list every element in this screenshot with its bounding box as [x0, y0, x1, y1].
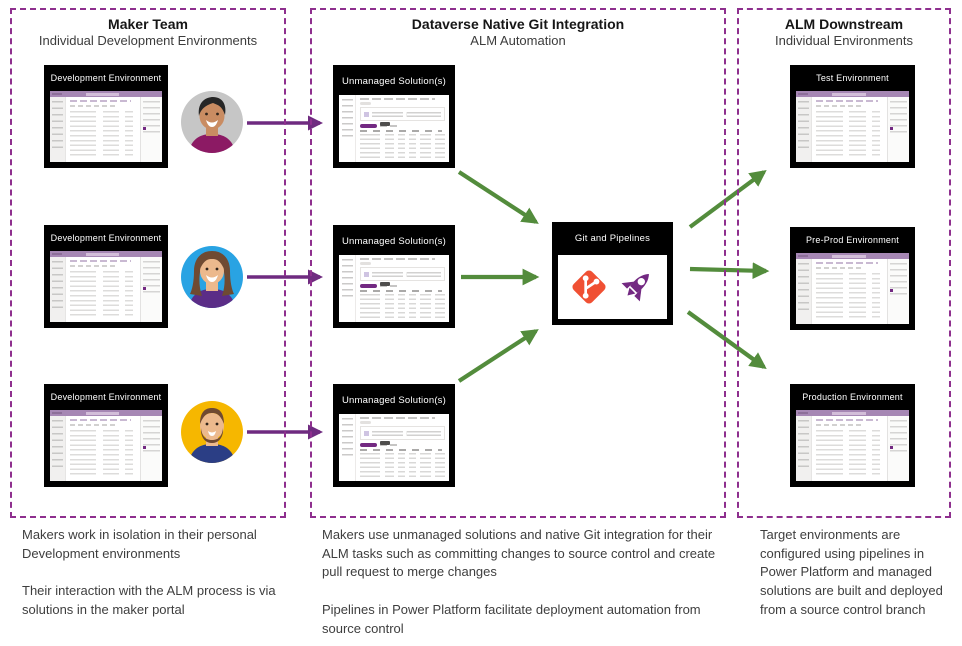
maker-avatar-1 — [180, 90, 244, 154]
maker-portal-thumbnail — [50, 410, 162, 481]
unmanaged-solutions-box-1 — [333, 65, 455, 168]
integration-note-paragraph-1: Makers use unmanaged solutions and native Git integration for their ALM tasks such as committing changes to source control and create pull request to merge changes — [322, 527, 716, 580]
environment-thumbnail — [796, 410, 909, 481]
maker-team-title: Maker Team — [108, 16, 188, 32]
test-environment-box — [790, 65, 915, 168]
alm-downstream-title: ALM Downstream — [784, 16, 904, 32]
thumbnail-primary-button — [360, 124, 377, 128]
maker-avatar-2 — [180, 245, 244, 309]
solutions-page-thumbnail — [339, 414, 449, 481]
thumbnail-properties-pane — [140, 97, 162, 162]
rocket-icon — [616, 267, 656, 307]
development-environment-box-1 — [44, 65, 168, 168]
development-environment-box-2 — [44, 225, 168, 328]
git-icon — [569, 267, 609, 307]
git-integration-subtitle: ALM Automation — [470, 33, 566, 48]
test-environment-label: Test Environment — [816, 73, 889, 83]
production-environment-box — [790, 384, 915, 487]
development-environment-label: Development Environment — [50, 233, 162, 243]
person-icon — [180, 90, 244, 154]
integration-note — [322, 526, 726, 646]
maker-portal-thumbnail — [50, 251, 162, 322]
maker-avatar-3 — [180, 400, 244, 464]
maker-note-paragraph-1: Makers work in isolation in their personal Development environments — [22, 527, 257, 561]
unmanaged-solutions-box-2 — [333, 225, 455, 328]
thumbnail-sidebar — [50, 97, 66, 162]
preprod-environment-box — [790, 227, 915, 330]
preprod-environment-label: Pre-Prod Environment — [805, 235, 900, 245]
maker-team-subtitle: Individual Development Environments — [38, 33, 258, 48]
thumbnail-sidebar — [339, 95, 356, 162]
solutions-page-thumbnail — [339, 255, 449, 322]
person-icon — [180, 245, 244, 309]
person-icon — [180, 400, 244, 464]
maker-note-paragraph-2: Their interaction with the ALM process is via solutions in the maker portal — [22, 583, 276, 618]
environment-thumbnail — [796, 253, 909, 324]
unmanaged-solutions-box-3 — [333, 384, 455, 487]
development-environment-label: Development Environment — [50, 73, 162, 83]
production-environment-label: Production Environment — [802, 392, 903, 402]
maker-portal-thumbnail — [50, 91, 162, 162]
development-environment-box-3 — [44, 384, 168, 487]
thumbnail-table — [66, 97, 140, 162]
downstream-note-paragraph-1: Target environments are configured using pipelines in Power Platform and managed solutions are built and deployed from a source control branch — [760, 527, 943, 617]
solutions-page-thumbnail — [339, 95, 449, 162]
environment-thumbnail — [796, 91, 909, 162]
unmanaged-solutions-label: Unmanaged Solution(s) — [341, 395, 446, 406]
git-and-pipelines-box — [552, 222, 673, 325]
thumbnail-git-banner — [360, 107, 445, 121]
downstream-note — [760, 526, 946, 639]
development-environment-label: Development Environment — [50, 392, 162, 402]
integration-note-paragraph-2: Pipelines in Power Platform facilitate deployment automation from source control — [322, 602, 701, 636]
git-integration-title: Dataverse Native Git Integration — [411, 16, 625, 32]
unmanaged-solutions-label: Unmanaged Solution(s) — [341, 76, 446, 87]
maker-note — [22, 526, 288, 639]
alm-downstream-subtitle: Individual Environments — [774, 33, 914, 48]
unmanaged-solutions-label: Unmanaged Solution(s) — [341, 236, 446, 247]
git-and-pipelines-label: Git and Pipelines — [574, 233, 651, 244]
